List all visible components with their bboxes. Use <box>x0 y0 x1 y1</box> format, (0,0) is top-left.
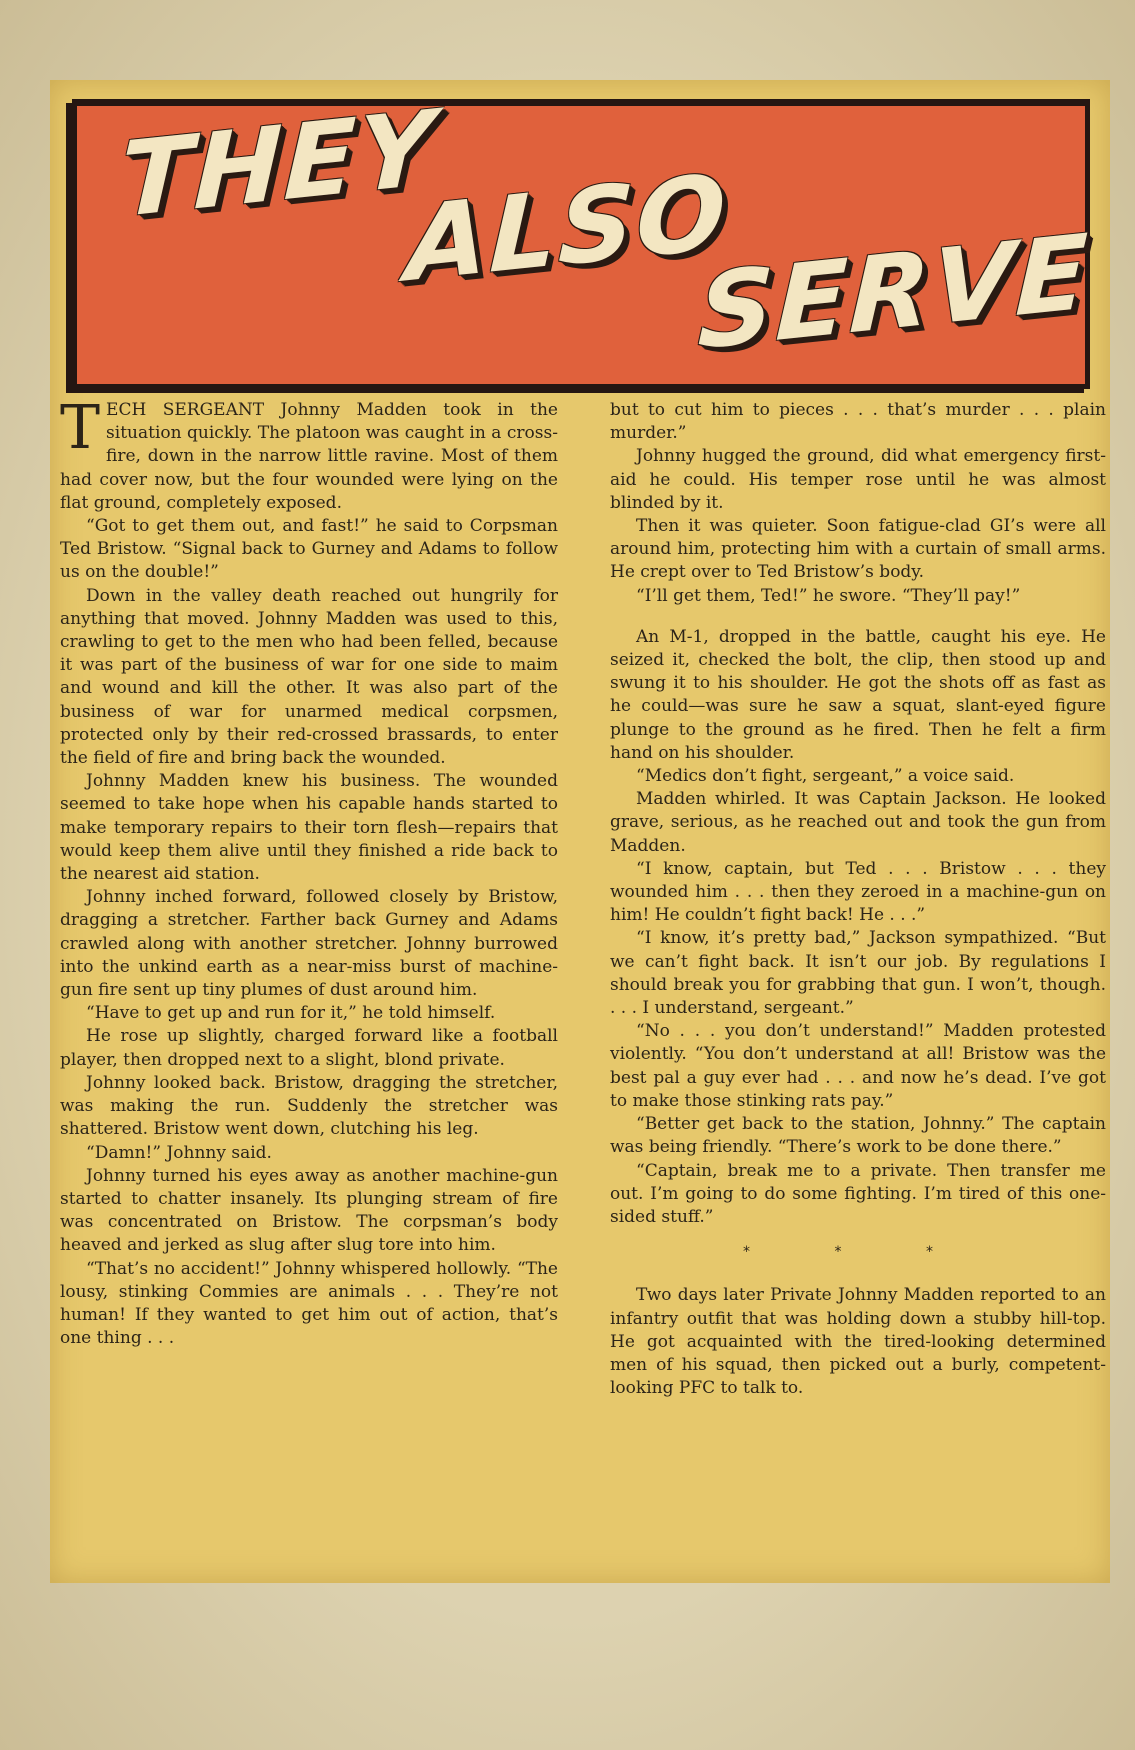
story-paragraph: “Got to get them out, and fast!” he said to Corpsman Ted Bristow. “Signal back to Gurney and Adams to follow us on the double!” <box>60 516 558 583</box>
story-paragraph: “I know, captain, but Ted . . . Bristow . . . they wounded him . . . then they zeroed in a machine-gun on him! He couldn’t fight back! He . . .” <box>610 858 1106 926</box>
story-paragraph: Two days later Private Johnny Madden reported to an infantry outfit that was holding down a stubby hill-top. He got acquainted with the tired-looking determined men of his squad, then picked out a burly, competent-looking PFC to talk to. <box>610 1285 1106 1399</box>
story-paragraph: TECH SERGEANT Johnny Madden took in the situation quickly. The platoon was caught in a cross-fire, down in the narrow little ravine. Most of them had cover now, but the four wounded were lying on the flat ground, completely exposed. <box>60 393 558 513</box>
drop-cap: T <box>60 393 101 463</box>
title-word-they: THEY <box>118 87 438 241</box>
story-paragraph: “I’ll get them, Ted!” he swore. “They’ll pay!” <box>636 585 1021 606</box>
story-paragraph: Down in the valley death reached out hungrily for anything that moved. Johnny Madden was used to this, crawling to get to the men who had been felled, because it was part of the business of war for one side to maim and wound and kill the other. It was also part of the business of war for unarmed medical corpsmen, protected only by their red-crossed brassards, to enter the field of fire and bring back the wounded. <box>60 585 558 769</box>
story-paragraph: He rose up slightly, charged forward like a football player, then dropped next to a slight, blond private. <box>60 1026 558 1070</box>
title-word-also: ALSO <box>404 150 730 306</box>
text-column-right <box>610 399 1106 1400</box>
story-paragraph: Then it was quieter. Soon fatigue-clad GI’s were all around him, protecting him with a curtain of small arms. He crept over to Ted Bristow’s body. <box>610 516 1106 583</box>
story-paragraph: An M-1, dropped in the battle, caught his eye. He seized it, checked the bolt, the clip, then stood up and swung it to his shoulder. He got the shots off as fast as he could—was sure he saw a squat, slant-eyed figure plunge to the ground as he fired. Then he felt a firm hand on his shoulder. <box>610 626 1106 763</box>
story-paragraph: “Medics don’t fight, sergeant,” a voice said. <box>636 766 1015 787</box>
story-paragraph: “No . . . you don’t understand!” Madden protested violently. “You don’t understand at all! Bristow was the best pal a guy ever had . . . and now he’s dead. I’ve got to make those stinking rats pay.” <box>610 1021 1106 1111</box>
story-paragraph: but to cut him to pieces . . . that’s murder . . . plain murder.” <box>610 400 1106 444</box>
story-paragraph: “Damn!” Johnny said. <box>86 1142 272 1163</box>
story-paragraph: “Have to get up and run for it,” he told himself. <box>86 1003 496 1024</box>
text-column-left <box>60 393 558 1350</box>
story-paragraph: Madden whirled. It was Captain Jackson. He looked grave, serious, as he reached out and took the gun from Madden. <box>610 789 1106 856</box>
story-paragraph: Johnny Madden knew his business. The wounded seemed to take hope when his capable hands started to make temporary repairs to their torn flesh—repairs that would keep them alive until they finished a ride back to the nearest aid station. <box>60 771 558 885</box>
story-paragraph: Johnny hugged the ground, did what emergency first-aid he could. His temper rose until he was almost blinded by it. <box>610 446 1106 513</box>
story-paragraph: “Captain, break me to a private. Then transfer me out. I’m going to do some fighting. I’m tired of this one-sided stuff.” <box>610 1160 1106 1227</box>
story-paragraph: Johnny looked back. Bristow, dragging the stretcher, was making the run. Suddenly the stretcher was shattered. Bristow went down, clutching his leg. <box>60 1072 558 1140</box>
title-word-serve: SERVE <box>696 211 1092 373</box>
story-paragraph: “That’s no accident!” Johnny whispered hollowly. “The lousy, stinking Commies are animals . . . They’re not human! If they wanted to get him out of action, that’s one thing . . . <box>60 1258 558 1349</box>
story-paragraph: “Better get back to the station, Johnny.” The captain was being friendly. “There’s work to be done there.” <box>610 1114 1106 1158</box>
section-separator: * * * <box>743 1244 973 1261</box>
story-paragraph: Johnny inched forward, followed closely by Bristow, dragging a stretcher. Farther back Gurney and Adams crawled along with another stretcher. Johnny burrowed into the unkind earth as a near-miss burst of machine-gun fire sent up tiny plumes of dust around him. <box>60 887 558 1001</box>
story-paragraph: Johnny turned his eyes away as another machine-gun started to chatter insanely. Its plunging stream of fire was concentrated on Bristow. The corpsman’s body heaved and jerked as slug after slug tore into him. <box>60 1165 558 1256</box>
story-paragraph: “I know, it’s pretty bad,” Jackson sympathized. “But we can’t fight back. It isn’t our job. By regulations I should break you for grabbing that gun. I won’t, though. . . . I understand, sergeant.” <box>610 928 1106 1019</box>
